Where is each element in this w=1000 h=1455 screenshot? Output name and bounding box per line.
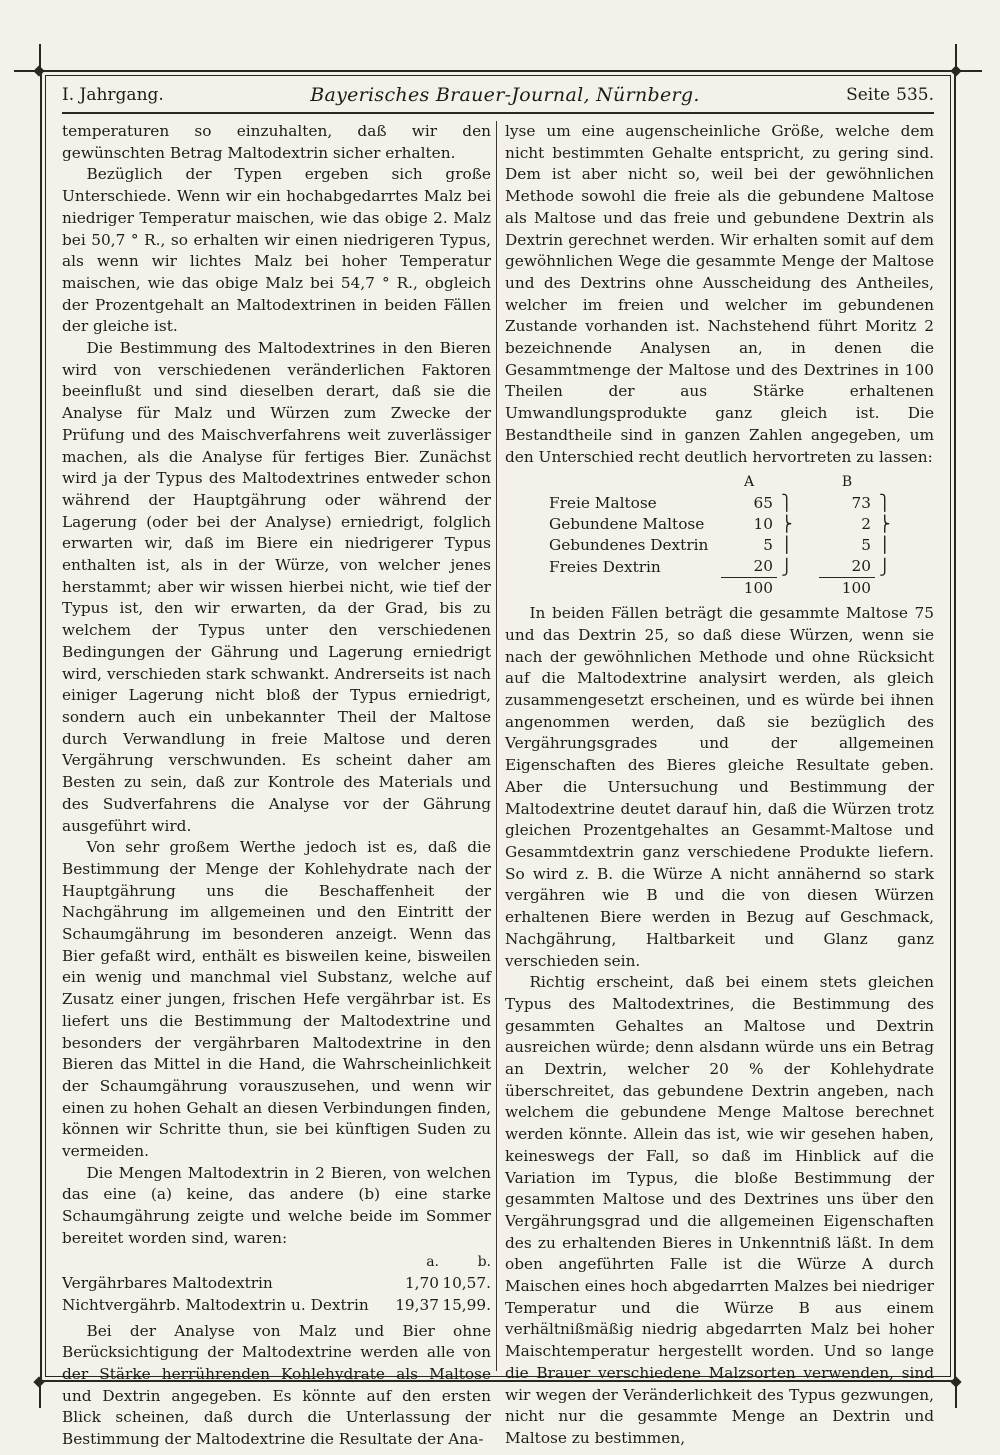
right-ornament-stem (955, 44, 957, 70)
brace-glyph: ⎪ (781, 536, 793, 555)
table-row (545, 535, 917, 556)
table-row (545, 514, 917, 535)
column-header-A: A (743, 474, 755, 491)
value-A: 20 (753, 557, 773, 576)
volume-label: I. Jahrgang. (62, 85, 164, 105)
bottom-left-ornament (30, 1373, 48, 1391)
journal-title: Bayerisches Brauer-Journal, Nürnberg. (310, 84, 700, 106)
bottom-right-ornament (947, 1373, 965, 1391)
brace-glyph: ⎪ (879, 536, 891, 555)
brace-glyph: ⎬ (879, 515, 891, 534)
total-A: 100 (721, 578, 777, 600)
paragraph: lyse um eine augenscheinliche Größe, welche dem nicht bestimmten Gehalte entspricht, zu gering sind. Dem ist aber nicht so, weil bei der gewöhnlichen Methode sowohl die freie als die gebundene Maltose als Maltose und das freie und gebundene Dextrin als Dextrin gerechnet werden. Wir erhalten somit auf dem gewöhnlichen Wege die gesammte Menge der Maltose und des Dextrins ohne Ausscheidung des Antheiles, welcher im freien und welcher im gebundenen Zustande vorhanden ist. Nachstehend führt Moritz 2 bezeichnende Analysen an, in denen die Gesammtmenge der Maltose und des Dextrines in 100 Theilen der aus Stärke erhaltenen Umwandlungsprodukte ganz gleich ist. Die Bestandtheile sind in ganzen Zahlen angegeben, um den Unterschied recht deutlich hervortreten zu lassen: (505, 122, 934, 466)
brace-glyph: ⎫ (781, 494, 793, 513)
running-header (62, 78, 934, 114)
paragraph: Bezüglich der Typen ergeben sich große Unterschiede. Wenn wir ein hochabgedarrtes Malz bei niedriger Temperatur maischen, wie das obige 2. Malz bei 50,7 ° R., so erhalten wir einen niedrigeren Typus, als wenn wir lichtes Malz bei hoher Temperatur maischen, wie das obige Malz bei 54,7 ° R., obgleich der Prozentgehalt an Maltodextrinen in beiden Fällen der gleiche ist. (62, 165, 491, 336)
brace-glyph: ⎭ (879, 557, 891, 576)
value-B: 5 (861, 536, 871, 555)
value-A: 5 (763, 536, 773, 555)
table-row (62, 1295, 491, 1317)
paragraph: Richtig erscheint, daß bei einem stets gleichen Typus des Maltodextrines, die Bestimmung des gesammten Gehaltes an Maltose und Dextrin ausreichen würde; denn alsdann würde uns ein Betrag an Dextrin, welcher 20 % der Kohlehydrate überschreitet, das gebundene Dextrin angeben, nach welchem die gebundene Menge Maltose berechnet werden könnte. Allein das ist, wie wir gesehen haben, keineswegs der Fall, so daß im Hinblick auf die Variation im Typus, die bloße Bestimmung der gesammten Maltose und des Dextrines uns über den Vergährungsgrad und die allgemeinen Eigenschaften des zu erhaltenden Bieres in Unkenntniß läßt. In dem oben angeführten Falle ist die Würze A durch Maischen eines hoch abgedarrten Malzes bei niedriger Temperatur und die Würze B aus einem verhältnißmäßig niedrig abgedarrten Malz bei hoher Maischtemperatur hergestellt worden. Und so lange die Brauer verschiedene Malzsorten verwenden, sind wir wegen der Veränderlichkeit des Typus gezwungen, nicht nur die gesammte Menge an Dextrin und Maltose zu bestimmen, (505, 973, 934, 1447)
page-number: 535. (896, 85, 934, 105)
row-label: Nichtvergährb. Maltodextrin u. Dextrin (62, 1295, 369, 1314)
value-B: 2 (861, 515, 871, 534)
paragraph: Die Bestimmung des Maltodextrines in den Bieren wird von verschiedenen veränderlichen Faktoren beeinflußt und sind dieselben derart, daß sie die Analyse für Malz und Würzen zum Zwecke der Prüfung und des Maischverfahrens weit zuverlässiger machen, als die Analyse für fertiges Bier. Zunächst wird ja der Typus des Maltodextrines entweder schon während der Hauptgährung oder während der Lagerung (oder bei der Analyse) erniedrigt, folglich erwarten wir, daß im Biere ein niedrigerer Typus enthalten ist, als in der Würze, von welcher jenes herstammt; aber wir wissen hierbei nicht, wie tief der Typus ist, den wir erwarten, da der Grad, bis zu welchem der Typus unter den verschiedenen Bedingungen der Gährung und Lagerung erniedrigt wird, verschieden stark schwankt. Andrerseits ist nach einiger Lagerung nicht bloß der Typus erniedrigt, sondern auch ein unbekannter Theil der Maltose durch Verwandlung in freie Maltose und deren Vergährung verschwunden. Es scheint daher am Besten zu sein, daß zur Kontrole des Materials und des Sudverfahrens die Analyse vor der Gährung ausgeführt wird. (62, 339, 491, 835)
value-a: 1,70 (404, 1274, 439, 1293)
value-b: 10,57. (442, 1274, 491, 1293)
maltodextrin-table (62, 1252, 491, 1317)
value-B: 73 (851, 494, 871, 513)
analysis-table (545, 472, 917, 599)
total-row (545, 578, 917, 600)
row-label: Freie Maltose (549, 494, 657, 513)
paragraph: temperaturen so einzuhalten, daß wir den gewünschten Betrag Maltodextrin sicher erhalten. (62, 122, 491, 162)
brace-glyph: ⎬ (781, 515, 793, 534)
table-row (62, 1273, 491, 1295)
left-column (62, 121, 491, 1451)
brace-glyph: ⎭ (781, 557, 793, 576)
paragraph: Von sehr großem Werthe jedoch ist es, daß die Bestimmung der Menge der Kohlehydrate nach der Hauptgährung uns die Beschaffenheit der Nachgährung im allgemeinen und den Eintritt der Schaumgährung im besonderen anzeigt. Wenn das Bier gefaßt wird, enthält es bisweilen keine, bisweilen ein wenig und manchmal viel Substanz, welche auf Zusatz einer jungen, frischen Hefe vergährbar ist. Es liefert uns die Bestimmung der Maltodextrine und besonders der vergährbaren Maltodextrine in den Bieren das Mittel in die Hand, die Wahrscheinlichkeit der Schaumgährung vorauszusehen, und wenn wir einen zu hohen Gehalt an diesen Verbindungen finden, können wir Schritte thun, sie bei künftigen Suden zu vermeiden. (62, 838, 491, 1161)
analysis-table-wrap (505, 472, 934, 599)
paragraph: Die Mengen Maltodextrin in 2 Bieren, von welchen das eine (a) keine, das andere (b) eine starke Schaumgährung zeigte und welche beide im Sommer bereitet worden sind, waren: (62, 1163, 491, 1247)
paragraph: In beiden Fällen beträgt die gesammte Maltose 75 und das Dextrin 25, so daß diese Würzen, wenn sie nach der gewöhnlichen Methode und ohne Rücksicht auf die Maltodextrine analysirt werden, als gleich zusammengesetzt erscheinen, und es würde bei ihnen angenommen werden, daß sie bezüglich des Vergährungsgrades und der allgemeinen Eigenschaften des Bieres gleiche Resultate geben. Aber die Untersuchung und Bestimmung der Maltodextrine deutet darauf hin, daß die Würzen trotz gleichen Prozentgehaltes an Gesammt-Maltose und Gesammtdextrin ganz verschiedene Produkte liefern. So wird z. B. die Würze A nicht annähernd so stark vergähren wie B und die von diesen Würzen erhaltenen Biere werden in Bezug auf Geschmack, Nachgährung, Haltbarkeit und Glanz ganz verschieden sein. (505, 604, 934, 970)
left-ornament-stem (39, 44, 41, 70)
value-B: 20 (851, 557, 871, 576)
row-label: Gebundene Maltose (549, 515, 705, 534)
right-column (505, 121, 934, 1450)
total-B: 100 (819, 578, 875, 600)
column-divider (496, 121, 497, 1371)
value-a: 19,37 (395, 1295, 439, 1314)
column-header-B: B (841, 474, 853, 491)
value-A: 65 (753, 494, 773, 513)
value-A: 10 (753, 515, 773, 534)
value-b: 15,99. (442, 1295, 491, 1314)
paragraph: Bei der Analyse von Malz und Bier ohne Berücksichtigung der Maltodextrine werden alle von der Stärke herrührenden Kohlehydrate als Maltose und Dextrin angegeben. Es könnte auf den ersten Blick scheinen, daß durch die Unterlassung der Bestimmung der Maltodextrine die Resultate der Ana- (62, 1321, 491, 1449)
row-label: Freies Dextrin (549, 557, 661, 576)
row-label: Gebundenes Dextrin (549, 536, 709, 555)
table-row (545, 493, 917, 514)
page-label: Seite (846, 85, 891, 105)
column-header-a: a. (426, 1253, 439, 1270)
row-label: Vergährbares Maltodextrin (62, 1274, 273, 1293)
brace-glyph: ⎫ (879, 494, 891, 513)
table-row (545, 556, 917, 578)
page-indicator (846, 85, 934, 105)
column-header-b: b. (477, 1253, 491, 1270)
